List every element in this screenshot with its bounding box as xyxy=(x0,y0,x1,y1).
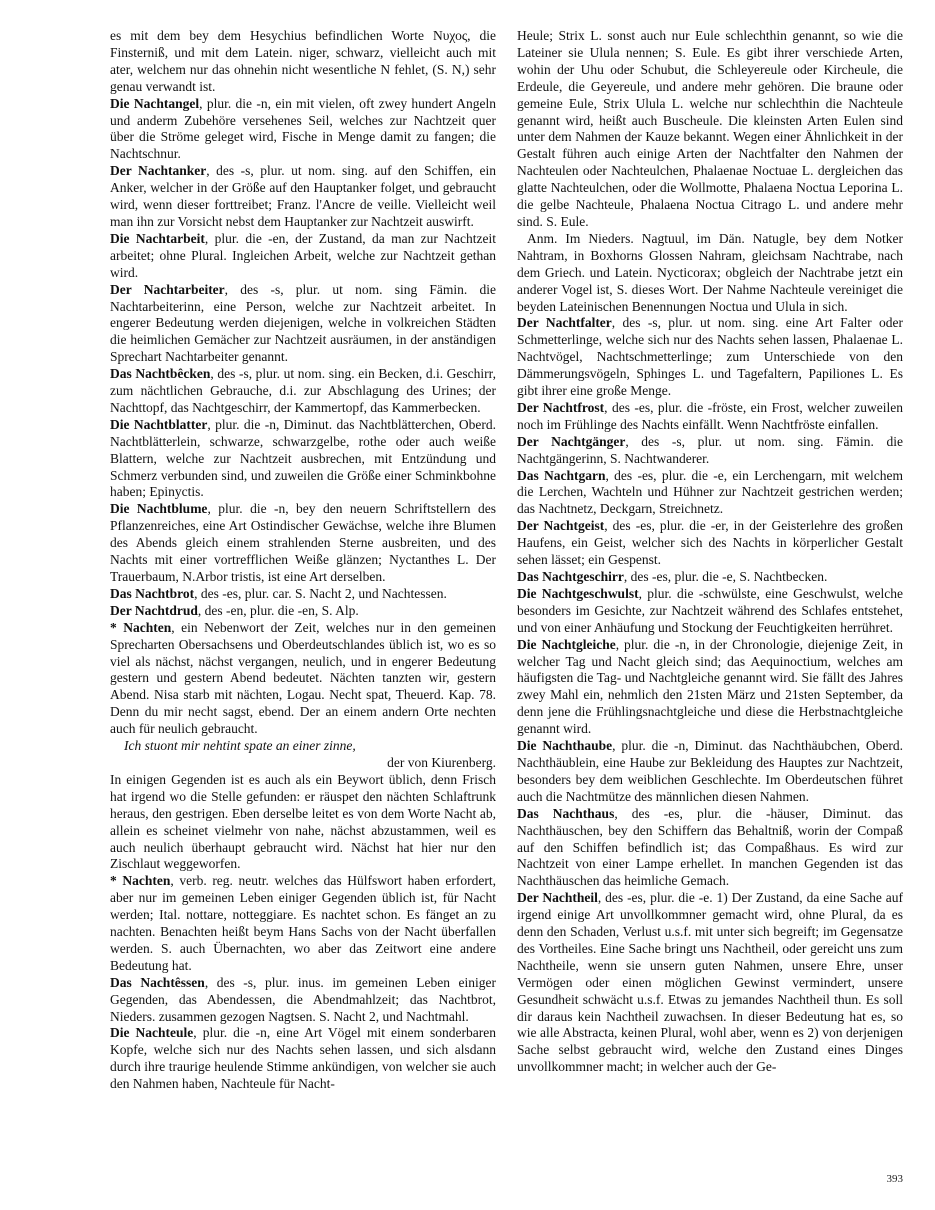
entry-nachten-verb: * Nachten, verb. reg. neutr. welches das Hülfswort haben erfordert, aber nur im gemeinen Leben einiger Gegenden üblich ist, für Nacht werden; Ital. nottare, notteggiare. Es nachtet schon. Es fänget an zu nachten. Benachten heißt beym Hans Sachs von der Nacht überfallen werden. S. auch Übernachten, wo aber das Zeitwort eine andere Bedeutung hat. xyxy=(110,873,496,973)
headword: Die Nachtgeschwulst xyxy=(517,585,639,601)
entry-nachteule-continued: Heule; Strix L. sonst auch nur Eule schlechthin genannt, so wie die Lateiner sie Ulula nennen; S. Eule. Es gibt ihrer verschiede Arten, wohin der Uhu oder Schubut, die Schleyereule oder Kircheule, die Erdeule, die Geyereule, und andere mehr gehören. Die braune oder gemeine Eule, Strix Ulula L. welche nur schlechthin die Nachteule genannt wird, heißt auch Buscheule. Die kleinsten Arten Eulen sind unter dem Nahmen der Kauze bekannt. Wegen einer Ähnlichkeit in der Gestalt führen auch einige Arten der Nachtfalter den Nahmen der Nachteulen oder Nachteulchen, Phalaenae Noctuae L. dergleichen das glatte Nachteulchen, oder die Wollmotte, Phalaena Noctua Leporina L. die gelbe Nachteule, Phalaena Noctua Citrago L. und andere mehr sind. S. Eule. xyxy=(517,28,903,229)
quotation: Ich stuont mir nehtint spate an einer zinne, xyxy=(124,738,356,754)
headword: Das Nachtêssen xyxy=(110,974,205,990)
headword: Die Nachtarbeit xyxy=(110,230,205,246)
headword: Der Nachtheil xyxy=(517,890,598,906)
entry-nachtfalter: Der Nachtfalter, des -s, plur. ut nom. sing. eine Art Falter oder Schmetterlinge, welche sich nur des Nachts sehen lassen, Phalaenae L. Nachtvögel, Nachtschmetterlinge; zum Unterschiede von den Dämmerungsvögeln, Sphinges L. und Tagefaltern, Papiliones L. Es gibt ihrer eine große Menge. xyxy=(517,315,903,399)
entry-nachtdrud: Der Nachtdrud, des -en, plur. die -en, S. Alp. xyxy=(110,602,359,618)
entry-nachthaus: Das Nachthaus, des -es, plur. die -häuser, Diminut. das Nachthäuschen, bey den Schiffern das Behaltniß, worin der Compaß auf den Schiffen befindlich ist; das Compaßhaus. Es wird zur Nachtzeit von einer Lampe erhellet. In manchen Gegenden ist das Nachthäuschen das heimliche Gemach. xyxy=(517,805,903,889)
entry-continuation: es mit dem bey dem Hesychius befindlichen Worte Nυχος, die Finsterniß, und mit dem Latein. niger, schwarz, vielleicht auch mit ater, welchem nur das ohnehin nicht wesentliche N fehlet, (S. N,) sehr genau verwandt ist. xyxy=(110,28,496,94)
page-number: 393 xyxy=(886,1173,903,1185)
headword: Der Nachtanker xyxy=(110,163,207,179)
entry-nachtblatter: Die Nachtblatter, plur. die -n, Diminut. das Nachtblätterchen, Oberd. Nachtblätterlein, schwarze, schwarzgelbe, rothe oder auch weiße Blattern, welche zur Nachtzeit ausbrechen, mit Entzündung und Schmerz verbunden sind, und zuweilen die Größe einer Schminkbohne haben; Epinyctis. xyxy=(110,416,496,500)
headword: Der Nachtarbeiter xyxy=(110,281,225,297)
entry-nachtbrot: Das Nachtbrot, des -es, plur. car. S. Nacht 2, und Nachtessen. xyxy=(110,585,447,601)
entry-nachteule: Die Nachteule, plur. die -n, eine Art Vögel mit einem sonderbaren Kopfe, welche sich nur des Nachts sehen lassen, und sich alsdann durch ihre traurige heulende Stimme ankündigen, von welcher sie auch den Nahmen haben, Nachteule für Nacht- xyxy=(110,1025,496,1092)
headword: Das Nachtgeschirr xyxy=(517,569,624,584)
headword: Das Nachtgarn xyxy=(517,467,606,483)
entry-nachtessen: Das Nachtêssen, des -s, plur. inus. im gemeinen Leben einiger Gegenden, das Abendessen, die Abendmahlzeit; das Nachtbrot, Nieders. zusammen gezogen Nagtsen. S. Nacht 2, und Nachtmahl. xyxy=(110,974,496,1024)
headword: Das Nachtbêcken xyxy=(110,366,211,382)
entry-nachtangel: Die Nachtangel, plur. die -n, ein mit vielen, oft zwey hundert Angeln und anderm Zubehöre versehenes Seil, welches zur Nachtzeit quer über die Ströme geleget wird, Fische in Menge damit zu fangen; die Nachtschnur. xyxy=(110,95,496,162)
headword: Die Nachteule xyxy=(110,1025,194,1041)
entry-continuation-2: In einigen Gegenden ist es auch als ein Beywort üblich, denn Frisch hat irgend wo die Stelle gefunden: er räuspet den nächten Schlaftrunk heraus, den gestrigen. Eben derselbe leitet es von dem Worte Nacht ab, allein es scheinet vielmehr von nahe, nächst abzustammen, weil es auch neulich überhaupt gebraucht wird. Nächst hat hier nur den Zischlaut weggeworfen. xyxy=(110,771,496,872)
entry-nachtgarn: Das Nachtgarn, des -es, plur. die -e, ein Lerchengarn, mit welchem die Lerchen, Wachteln und Hühner zur Nachtzeit gestrichen werden; das Nachtnetz, Deckgarn, Streichnetz. xyxy=(517,467,903,517)
entry-nachten-adverb: * Nachten, ein Nebenwort der Zeit, welches nur in den gemeinen Sprecharten Obersachsens und Oberdeutschlandes üblich ist, wo es so viel als nächst, nächst vergangen, neulich, und in engerer Bedeutung gestern und gestern Abend bedeutet. Nächten tanzten wir, gestern Abend. Nisa starb mit nächten, Logau. Necht spat, Theuerd. Kap. 78. Denn du mir necht sagst, ebend. Der an einem andern Orte nechten auch für neulich gebraucht. xyxy=(110,619,496,737)
headword: Der Nachtdrud xyxy=(110,602,198,618)
headword: Die Nachtgleiche xyxy=(517,636,616,652)
headword: Das Nachthaus xyxy=(517,805,615,821)
entry-nachtheil: Der Nachtheil, des -es, plur. die -e. 1) Der Zustand, da eine Sache auf irgend einige Art unvollkommner gemacht wird, ohne Plural, da es denn den Schaden, Verlust u.s.f. mit unter sich begreift; im Gegensatze des Vortheiles. Eine Sache bringt uns Nachtheil, oder gereicht uns zum Nachtheile, wenn sie unsern guten Nahmen, unsere Ehre, unser Vermögen oder einen möglichen Gewinst vermindert, unsere Gesundheit schwächt u.s.f. Etwas zu jemandes Nachtheil thun. Es soll dir daraus kein Nachtheil zuwachsen. In dieser Bedeutung hat es, so wie alle Abstracta, keinen Plural, wohl aber, wenn es 2) von derjenigen Sache selbst gebraucht wird, welche den Zustand eines Dinges unvollkommner macht; in welcher auch der Ge- xyxy=(517,890,903,1075)
entry-nachtbecken: Das Nachtbêcken, des -s, plur. ut nom. sing. ein Becken, d.i. Geschirr, zum nächtlichen Gebrauche, d.i. zur Abschlagung des Urines; der Nachttopf, das Nachtgeschirr, der Kammertopf, das Kammerbecken. xyxy=(110,366,496,415)
headword: Der Nachtfalter xyxy=(517,315,612,331)
entry-nachtanker: Der Nachtanker, des -s, plur. ut nom. sing. auf den Schiffen, ein Anker, welcher in der Größe auf den Hauptanker folget, und gebraucht wird, wenn dieser forttreibet; Franz. l'Ancre de veille. Vielleicht weil man ihn zur Vorsicht nebst dem Hauptanker zur Nachtzeit auswirft. xyxy=(110,163,497,229)
quotation-source: der von Kiurenberg. xyxy=(387,754,496,770)
right-column xyxy=(517,28,903,1076)
headword: Die Nachtblume xyxy=(110,501,208,517)
headword: Der Nachtgeist xyxy=(517,518,605,534)
headword: Der Nachtgänger xyxy=(517,433,626,449)
entry-nachtarbeit: Die Nachtarbeit, plur. die -en, der Zustand, da man zur Nachtzeit arbeitet; ohne Plural. Ingleichen Arbeit, welche zur Nachtzeit gethan wird. xyxy=(110,230,496,280)
entry-nachtgeist: Der Nachtgeist, des -es, plur. die -er, in der Geisterlehre des großen Haufens, ein Geist, welcher sich des Nachts in körperlicher Gestalt sehen lässet; ein Gespenst. xyxy=(517,518,903,568)
entry-nachtblume: Die Nachtblume, plur. die -n, bey den neuern Schriftstellern des Pflanzenreiches, eine Art Ostindischer Gewächse, welche ihre Blumen des Abends gleich einem strahlenden Sterne ausbreiten, und des Nachts mit einer vortrefflichen Weiße glänzen; Nyctanthes L. Der Trauerbaum, N.Arbor tristis, ist eine Art derselben. xyxy=(110,501,496,584)
entry-nachthaube: Die Nachthaube, plur. die -n, Diminut. das Nachthäubchen, Oberd. Nachthäublein, eine Haube zur Bekleidung des Hauptes zur Nachtzeit, besonders bey dem weiblichen Geschlechte. Im Oberdeutschen führet auch die Nachtmütze des männlichen diesen Nahmen. xyxy=(517,738,903,804)
headword: Die Nachtblatter xyxy=(110,416,208,432)
entry-nachtgeschwulst: Die Nachtgeschwulst, plur. die -schwülste, eine Geschwulst, welche besonders im Gesichte, zur Nachtzeit während des Schlafes entstehet, und von einer Anhäufung und Stockung der Feuchtigkeiten herrühret. xyxy=(517,585,903,635)
entry-nachtarbeiter: Der Nachtarbeiter, des -s, plur. ut nom. sing Fämin. die Nachtarbeiterinn, eine Person, welche zur Nachtzeit arbeitet. In engerer Bedeutung werden diejenigen, welche in volkreichen Städten die heimlichen Gemächer zur Nachtzeit ausräumen, in der anständigen Sprechart Nachtarbeiter genannt. xyxy=(110,281,496,365)
entry-nachtganger: Der Nachtgänger, des -s, plur. ut nom. sing. Fämin. die Nachtgängerinn, S. Nachtwanderer. xyxy=(517,433,903,466)
headword: * Nachten xyxy=(110,619,172,635)
headword: Das Nachtbrot xyxy=(110,585,195,601)
entry-nachtfrost: Der Nachtfrost, des -es, plur. die -fröste, ein Frost, welcher zuweilen noch im Frühlinge des Nachts einfällt. Wenn Nachtfröste einfallen. xyxy=(517,399,903,432)
headword: * Nachten xyxy=(110,873,171,889)
headword: Der Nachtfrost xyxy=(517,399,605,415)
entry-nachtgeschirr: Das Nachtgeschirr, des -es, plur. die -e, S. Nachtbecken. xyxy=(517,569,828,584)
left-column xyxy=(110,28,496,1093)
headword: Die Nachtangel xyxy=(110,95,200,111)
entry-nachtgleiche: Die Nachtgleiche, plur. die -n, in der Chronologie, diejenige Zeit, in welcher Tag und Nacht gleich sind; das Aequinoctium, welches am häufigsten die Tag- und Nachtgleiche genannt wird. Sie fällt des Jahres zwey Mahl ein, nehmlich den 21sten März und 21sten September, da denn jene die Frühlingsnachtgleiche und diese die Herbstnachtgleiche genannt wird. xyxy=(517,636,903,737)
headword: Die Nachthaube xyxy=(517,738,613,754)
annotation: Anm. Im Nieders. Nagtuul, im Dän. Natugle, bey dem Notker Nahtram, in Boxhorns Glossen Nahram, gleichsam Nachtrabe, nach dem Griech. und Latein. Nycticorax; obgleich der Nachtrabe jetzt ein anderer Vogel ist, S. dieses Wort. Der Nahme Nachteule vereiniget die beyden Lateinischen Benennungen Noctua und Ulula in sich. xyxy=(517,230,903,314)
